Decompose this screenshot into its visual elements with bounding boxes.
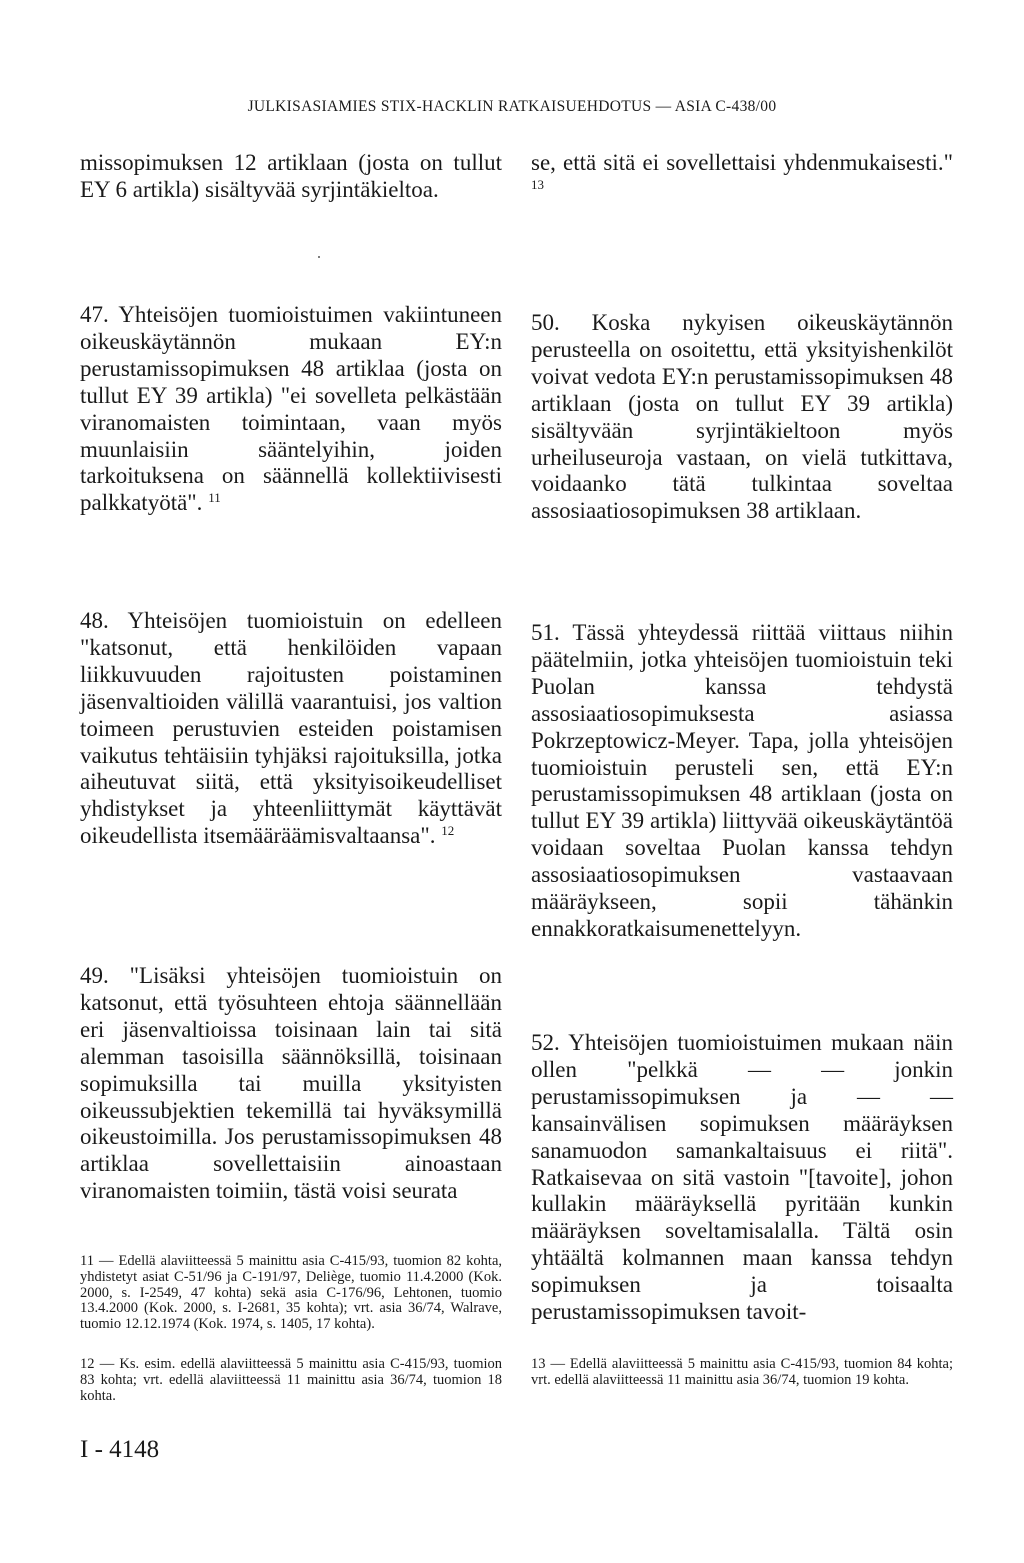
footnote-11-number: 11: [80, 1253, 94, 1269]
paragraph-47-text: 47. Yhteisöjen tuomioistuimen vakiintuneen oikeuskäytännön mukaan EY:n perustamissopimuksen 48 artiklaa (josta on tullut EY 39 artikla) "ei sovelleta pelkästään viranomaisten toimintaan, vaan myös muunlaisiin sääntelyihin, joiden tarkoituksena on säännellä kollektiivisesti palkkatyötä".: [80, 302, 502, 516]
stray-dot: [318, 256, 320, 258]
paragraph-50: 50. Koska nykyisen oikeuskäytännön perusteella on osoitettu, että yksityishenkilöt voivat vedota EY:n perustamissopimuksen 48 artiklaan (josta on tullut EY 39 artikla) sisältyvään syrjintäkieltoon myös urheiluseuroja vastaan, on vielä tutkittava, voidaanko tätä tulkintaa soveltaa assosiaatiosopimuksen 38 artiklaan.: [531, 310, 953, 524]
right-top-fragment: [531, 150, 953, 204]
paragraph-48: [80, 608, 502, 850]
footnote-12: [80, 1357, 502, 1404]
paragraph-47: [80, 302, 502, 517]
right-top-fragment-text: se, että sitä ei sovellettaisi yhdenmukaisesti.": [531, 150, 953, 175]
footnote-13: [531, 1357, 953, 1389]
footnote-13-text: — Edellä alaviitteessä 5 mainittu asia C-415/93, tuomion 84 kohta; vrt. edellä alaviitteessä 11 mainittu asia 36/74, tuomion 19 kohta.: [531, 1356, 954, 1388]
paragraph-51: 51. Tässä yhteydessä riittää viittaus niihin päätelmiin, jotka yhteisöjen tuomioistuin teki Puolan kanssa tehdystä assosiaatiosopimuksesta asiassa Pokrzeptowicz-Meyer. Tapa, jolla yhteisöjen tuomioistuin perusteli sen, että EY:n perustamissopimuksen 48 artiklaan (josta on tullut EY 39 artikla) liittyvää oikeuskäytäntöä voidaan soveltaa Puolan kanssa tehdyn assosiaatiosopimuksen vastaavaan määräykseen, sopii tähänkin ennakkoratkaisumenettelyyn.: [531, 620, 953, 941]
running-header: JULKISASIAMIES STIX-HACKLIN RATKAISUEHDOTUS — ASIA C-438/00: [247, 98, 777, 115]
left-top-fragment: missopimuksen 12 artiklaan (josta on tullut EY 6 artikla) sisältyvää syrjintäkieltoa.: [80, 150, 502, 202]
footnote-ref-13[interactable]: 13: [531, 177, 544, 193]
footnote-13-number: 13: [531, 1356, 546, 1372]
footnote-11-text: — Edellä alaviitteessä 5 mainittu asia C-415/93, tuomion 82 kohta, yhdistetyt asiat C-51/96 ja C-191/97, Deliège, tuomio 11.4.2000 (Kok. 2000, s. I-2549, 47 kohta) sekä asia C-176/96, Lehtonen, tuomio 13.4.2000 (Kok. 2000, s. I-2681, 35 kohta); vrt. asia 36/74, Walrave, tuomio 12.12.1974 (Kok. 1974, s. 1405, 17 kohta).: [80, 1253, 503, 1333]
paragraph-49: 49. "Lisäksi yhteisöjen tuomioistuin on katsonut, että työsuhteen ehtoja säännellään eri jäsenvaltioissa toisinaan lain tai sitä alemman tasoisilla säännöksillä, toisinaan sopimuksilla tai muilla yksityisten oikeussubjektien tekemillä tai hyväksymillä oikeustoimilla. Jos perustamissopimuksen 48 artiklaa sovellettaisiin ainoastaan viranomaisten toimiin, tästä voisi seurata: [80, 963, 502, 1204]
footnote-ref-11[interactable]: 11: [208, 490, 221, 506]
paragraph-52: 52. Yhteisöjen tuomioistuimen mukaan näin ollen "pelkkä — — jonkin perustamissopimuksen ja — — kansainvälisen sopimuksen määräyksen sanamuodon samankaltaisuus ei riitä". Ratkaisevaa on sitä vastoin "[tavoite], johon kullakin määräyksellä pyritään kunkin määräyksen soveltamisalalla. Tältä osin yhtäältä kolmannen maan kanssa tehdyn sopimuksen ja toisaalta perustamissopimuksen tavoit-: [531, 1030, 953, 1325]
footnote-11: [80, 1254, 502, 1333]
footnote-12-text: — Ks. esim. edellä alaviitteessä 5 mainittu asia C-415/93, tuomion 83 kohta; vrt. edellä alaviitteessä 11 mainittu asia 36/74, tuomion 18 kohta.: [80, 1356, 503, 1404]
footnote-12-number: 12: [80, 1356, 95, 1372]
paragraph-48-text: 48. Yhteisöjen tuomioistuin on edelleen "katsonut, että henkilöiden vapaan liikkuvuuden rajoitusten poistaminen jäsenvaltioiden välillä vaarantuisi, jos valtion toimeen perustuvien esteiden poistamisen vaikutus tehtäisiin tyhjäksi rajoituksilla, jotka aiheutuvat siitä, että yksityisoikeudelliset yhdistykset ja yhteenliittymät käyttävät oikeudellista itsemääräämisvaltaansa".: [80, 608, 502, 849]
page-number: I - 4148: [80, 1436, 160, 1463]
footnote-ref-12[interactable]: 12: [441, 823, 455, 839]
